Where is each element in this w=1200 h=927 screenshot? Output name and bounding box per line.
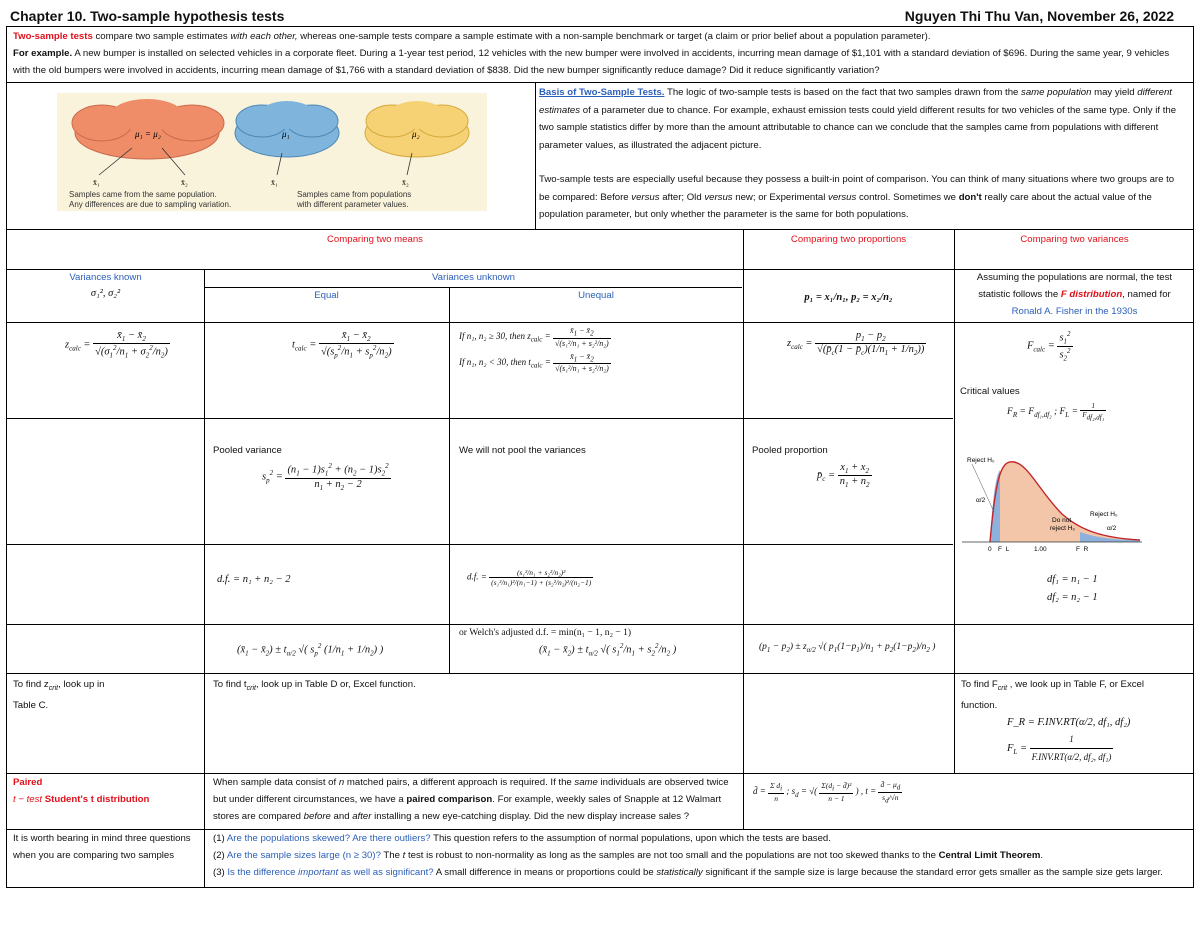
basis-p2i: don't — [958, 191, 982, 203]
q2b: Are the sample sizes large (n ≥ 30)? — [226, 850, 381, 861]
proportions-definition: p₁ = x₁/n₁, p₂ = x₂/n₂ — [804, 292, 893, 303]
pooled-variance-label: Pooled variance — [213, 445, 282, 456]
example-text: A new bumper is installed on selected vehicles in a corporate fleet. During a 1-year test period, 12 vehicles with the new bumper were involved in accidents, incurring mean damage of $1,101 with a standard deviation of $696. During the same year, 9 vehicles — [72, 48, 1170, 59]
ci-proportions: $(p_1 - p_2) \pm z_{\alpha/2}$ √( $p_1(1-p_1)/n_1 + p_2(1-p_2)/n_2$ ) — [759, 642, 936, 654]
alpha-right: α/2 — [1107, 525, 1117, 532]
fr-excel: F_R = F.INV.RT(α/2, df₁, df₂) — [1007, 716, 1131, 728]
questions-left-1: It is worth bearing in mind three questions — [13, 833, 191, 844]
variances-known-symbols: σ₁², σ₂² — [90, 288, 121, 299]
q2e: test is robust to non-normality as long as the samples are not too small and the populations are not too skewed thanks to the — [405, 850, 939, 861]
tick-fr: F_R — [1076, 546, 1089, 552]
unequal-formulas: If n₁, n₂ ≥ 30, then $z_{calc}$ = $\frac{x̄_1 - x̄_2}{\text{√(s₁²/n₁ + s₂²/n₂)}}$ If n₁, n₂ < 30, then $t_{calc}$ = $\frac{x̄_1 - x̄_2}{\text{√(s₁²/n₁ + s₂²/n₂)}}$ — [459, 326, 609, 374]
find-f-2: , we look up in Table F, or Excel — [1007, 679, 1145, 690]
paired-text — [213, 774, 739, 825]
xbar1-a: x̄₁ — [93, 178, 100, 187]
variances-known-label: Variances known — [69, 272, 142, 283]
unequal-variances-label: Unequal — [578, 290, 614, 301]
f-note-2c: , named for — [1122, 289, 1171, 300]
q2g: . — [1040, 850, 1044, 861]
mu2-label: μ₂ — [412, 129, 420, 139]
tick-0: 0 — [988, 546, 992, 552]
paired-3b: before — [303, 811, 331, 822]
paired-row — [7, 774, 1193, 830]
f-note-2a: statistic follows the — [978, 289, 1061, 300]
basis-p2a: Two-sample tests are especially useful because they possess a built-in point of comparison. You can think of many situations where two groups are to — [539, 174, 1175, 185]
basis-p1g: two sample statistics differ by more than the amount attributable to chance can we conclude that the samples came from populations with different — [539, 122, 1159, 133]
find-t-1: To find t — [213, 679, 247, 690]
questions-intro — [13, 830, 191, 864]
ci-equal: ($x̄_1$ − $x̄_2) \pm t_{\alpha/2}$ √( $s_p^2$ $(1/n_1 + 1/n_2)$ ) — [237, 642, 384, 658]
f-distribution-figure — [962, 452, 1142, 552]
df1: df₁ = n₁ − 1 — [1047, 574, 1098, 585]
caption-same-2: Any differences are due to sampling variation. — [69, 200, 232, 209]
df-equal: d.f. = n₁ + n₂ − 2 — [217, 574, 291, 585]
q3e: A small difference in means or proportions could be — [433, 867, 657, 878]
critical-values-label: Critical values — [960, 386, 1020, 397]
q3c: important — [298, 867, 339, 878]
df-unequal: d.f. = $\frac{\text{(s₁²/n₁ + s₂²/n₂)²}}{\text{(s₁²/n₁)²/(n₁−1) + (s₂²/n₂)²/(n₂−1)}}$ — [467, 568, 592, 587]
paired-2a: but under different circumstances, we have a — [213, 794, 407, 805]
no-pool-note: We will not pool the variances — [459, 445, 586, 456]
basis-p2k: population parameter, but only whether the parameter is the same for both populations. — [539, 209, 909, 220]
reject-mid: reject H₀ — [1050, 525, 1076, 532]
paired-1b: n — [338, 777, 345, 788]
header-two-proportions: Comparing two proportions — [790, 234, 907, 245]
basis-p1a: The logic of two-sample tests is based on the fact that two samples drawn from the — [664, 87, 1022, 98]
basis-p2f: new; or Experimental — [732, 191, 829, 203]
paired-student: Student's t distribution — [44, 794, 150, 805]
variances-unknown-label: Variances unknown — [431, 272, 516, 283]
example-text-2: with the old bumpers were involved in accidents, incurring mean damage of $1,766 with a standard deviation of $838. Did the new bumper significantly reduce damage? Did it reduce significantly variation? — [13, 65, 880, 76]
if-ge-30: If n₁, n₂ ≥ 30, then z — [459, 330, 531, 341]
question-3 — [213, 864, 1191, 881]
f-note-2b: F distribution — [1060, 289, 1123, 300]
df2: df₂ = n₂ − 1 — [1047, 592, 1098, 603]
critical-values-formula: $F_R = F_{df_1,df_2}$ ; $F_L$ = $\frac{1}{F_{df_2,df_1}}$ — [1007, 402, 1105, 422]
find-t-note: To find $t_{crit}$, look up in Table D or, Excel function. — [213, 679, 416, 692]
basis-p2c: versus — [631, 191, 660, 203]
z-proportions-formula: $z_{calc}$ = $\frac{p_1 - p_2}{√(p̄_c(1 - p̄_c)(1/n_1 + 1/n_2))}$ — [787, 330, 925, 358]
q3a: (3) — [213, 867, 228, 878]
find-f-3: function. — [961, 699, 998, 711]
basis-p2e: versus — [704, 191, 733, 203]
paired-1e: individuals are observed twice — [597, 777, 729, 788]
find-f-note: To find $F_{crit}$ , we look up in Table F, or Excel function. F_R = F.INV.RT(α/2, df₁, df₂) $F_L$ = $\frac{1}{\text{F.INV.RT(α/2, df₂, df₁)}}$ — [961, 676, 1189, 766]
alpha-left: α/2 — [976, 497, 986, 504]
xbar1-b: x̄₁ — [271, 178, 278, 187]
find-z-note — [13, 676, 104, 714]
basis-p1c: may yield — [1091, 87, 1138, 98]
basis-section — [7, 83, 1193, 230]
q1b: Are the populations skewed? Are there outliers? — [226, 833, 431, 844]
q2d: t — [402, 850, 406, 861]
basis-p1e: estimates — [539, 104, 581, 116]
z-symbol: z — [65, 339, 70, 351]
find-f-1: To find F — [961, 679, 998, 690]
f-note-line3: Ronald A. Fisher in the 1930s — [1011, 306, 1138, 317]
paired-label — [13, 774, 149, 808]
tick-fl: F_L — [998, 546, 1010, 552]
f-curve — [962, 452, 1142, 552]
paired-1d: same — [574, 777, 598, 788]
intro-tail: whereas one-sample tests compare a sample estimate with a non-sample benchmark or target (a claim or prior belief about a population parameter). — [297, 31, 931, 42]
f-distribution-note — [954, 269, 1195, 320]
q3b: Is the difference — [227, 867, 299, 878]
paired-3e: installing a new eye-catching display. Did the new display increase sales ? — [371, 811, 690, 822]
basis-p2g: versus — [828, 191, 857, 203]
sampling-figure — [57, 93, 487, 211]
paired-1a: When sample data consist of — [213, 777, 339, 788]
find-z-3: Table C. — [13, 699, 49, 711]
paired-title: Paired — [13, 777, 43, 788]
basis-p2j: really care about the actual value of the — [981, 191, 1152, 203]
question-2 — [213, 847, 1191, 864]
q3f: statistically — [656, 867, 703, 878]
basis-p2d: after; Old — [659, 191, 705, 203]
q3d: as well as significant? — [338, 867, 434, 878]
tick-1: 1.00 — [1034, 546, 1047, 552]
xbar2-a: x̄₂ — [181, 178, 188, 187]
author-date: Nguyen Thi Thu Van, November 26, 2022 — [904, 8, 1174, 24]
question-1 — [213, 830, 1191, 847]
find-z-2: , look up in — [58, 679, 105, 690]
find-t-2: , look up in Table D or, Excel function. — [255, 679, 416, 690]
fl-excel: $F_L$ = $\frac{1}{\text{F.INV.RT(α/2, df₂, df₁)}}$ — [961, 731, 1189, 766]
equal-variances-label: Equal — [314, 290, 339, 301]
f-calc-formula: $F_{calc}$ = $\frac{s_1^2}{s_2^2}$ — [1027, 330, 1071, 363]
caption-same-1: Samples came from the same population. — [69, 190, 217, 199]
paired-formulas: d̄ = $\frac{\Sigma d_i}{n}$ ; $s_d$ = √( $\frac{\Sigma(d_i - d̄)^2}{n - 1}$ ) , t = $\frac{d̄ - \mu_d}{s_d/√n}$ — [753, 780, 901, 804]
find-z-sub: crit — [48, 684, 59, 692]
questions-left-2: when you are comparing two samples — [13, 850, 175, 861]
caption-diff-2: with different parameter values. — [297, 200, 409, 209]
comparison-table — [7, 230, 1193, 674]
find-z-1: To find z — [13, 679, 49, 690]
if-lt-30: If n₁, n₂ < 30, then t — [459, 356, 531, 367]
q2a: (2) — [213, 850, 227, 861]
reject-left: Reject H₀ — [967, 457, 995, 464]
paired-3d: after — [352, 811, 372, 822]
q1c: This question refers to the assumption of normal populations, upon which the tests are based. — [430, 833, 831, 844]
header-two-means: Comparing two means — [327, 234, 423, 245]
page-header — [10, 8, 1190, 26]
reject-right: Reject H₀ — [1090, 511, 1118, 518]
questions-row — [7, 830, 1193, 888]
q2f: Central Limit Theorem — [938, 850, 1041, 861]
t-symbol: t — [292, 339, 295, 351]
paired-3c: and — [330, 811, 353, 822]
ci-unequal: ($x̄_1$ − $x̄_2) \pm t_{\alpha/2}$ √( $s_1^2/n_1 + s_2^2/n_2$ ) — [539, 642, 677, 658]
pooled-variance-formula: $s_p^2$ = $\frac{(n_1 - 1)s_1^2 + (n_2 - 1)s_2^2}{n_1 + n_2 - 2}$ — [262, 462, 389, 492]
basis-p2b: be compared: Before — [539, 191, 632, 203]
df-unequal-label: d.f. = — [467, 571, 487, 582]
basis-p1d: different — [1137, 87, 1172, 98]
mu1-label: μ₁ — [282, 129, 290, 139]
paired-3a: stores are compared — [213, 811, 304, 822]
paired-ttest: t − test — [13, 794, 45, 805]
q1a: (1) — [213, 833, 227, 844]
clouds-illustration — [57, 93, 487, 211]
z-known-formula: $z_{calc}$ = $\frac{x̄_1 - x̄_2}{√(\sigma_1^2/n_1 + \sigma_2^2/n_2)}$ — [65, 330, 168, 360]
fl-den: F.INV.RT(α/2, df₂, df₁) — [1031, 751, 1112, 762]
xbar2-b: x̄₂ — [402, 178, 409, 187]
basis-p2h: control. Sometimes we — [856, 191, 959, 203]
paired-2c: . For example, weekly sales of Snapple at 12 Walmart — [492, 794, 722, 805]
intro-section — [7, 27, 1193, 83]
t-equal-formula: $t_{calc}$ = $\frac{x̄_1 - x̄_2}{√(s_p^2/n_1 + s_p^2/n_2)}$ — [292, 330, 392, 360]
mu-equal-label: μ₁ = μ₂ — [135, 129, 161, 139]
q2c: The — [380, 850, 403, 861]
header-two-variances: Comparing two variances — [1020, 234, 1129, 245]
page-title: Chapter 10. Two-sample hypothesis tests — [10, 8, 285, 24]
intro-italic: with each other, — [230, 31, 298, 42]
caption-diff-1: Samples came from populations — [297, 190, 412, 199]
basis-p1b: same population — [1021, 87, 1092, 98]
pooled-proportion-label: Pooled proportion — [752, 445, 828, 456]
basis-p1h: parameter values, as illustrated the adjacent picture. — [539, 139, 762, 151]
f-note-line1: Assuming the populations are normal, the test — [976, 272, 1173, 283]
questions-list — [213, 830, 1191, 881]
paired-1c: matched pairs, a different approach is required. If the — [344, 777, 575, 788]
intro-text: compare two sample estimates — [92, 31, 231, 42]
basis-p1f: of a parameter due to chance. For example, exhaust emission tests could yield different results for two vehicles of the same type. Only if the — [580, 104, 1177, 116]
basis-text — [539, 84, 1191, 224]
welch-df: or Welch's adjusted d.f. = min(n₁ − 1, n₂ − 1) — [459, 627, 632, 638]
fl-num: 1 — [1030, 731, 1114, 749]
pooled-proportion-formula: $p̄_c$ = $\frac{x_1 + x_2}{n_1 + n_2}$ — [817, 462, 870, 490]
intro-term: Two-sample tests — [13, 31, 93, 42]
worksheet — [6, 26, 1194, 888]
basis-title: Basis of Two-Sample Tests. — [539, 87, 665, 98]
do-not: Do not — [1052, 517, 1072, 524]
example-label: For example. — [13, 48, 73, 59]
paired-2b: paired comparison — [406, 794, 493, 805]
lookup-row — [7, 674, 1193, 774]
q3g: significant if the sample size is large because the standard error gets smaller as the sample size gets larger. — [702, 867, 1163, 878]
